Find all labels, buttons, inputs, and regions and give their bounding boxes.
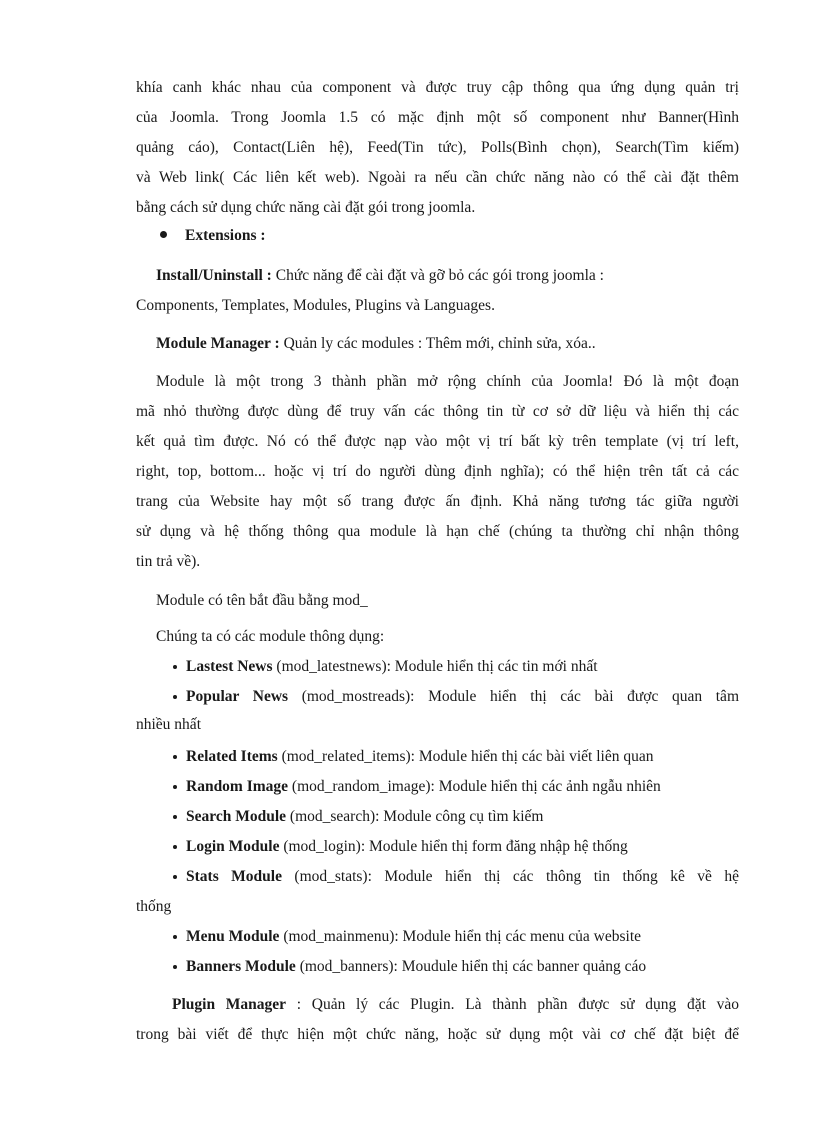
- para1-line-5: bằng cách sử dụng chức năng cài đặt gói trong joomla.: [136, 199, 476, 216]
- list-dot-icon: [173, 755, 177, 759]
- list-item-popular-news-cont: nhiều nhất: [136, 716, 201, 733]
- module-manager-label: Module Manager :: [156, 335, 280, 352]
- module-para-line-4: right, top, bottom... hoặc vị trí do người dùng định nghĩa); có thể hiện trên tất cả các: [136, 463, 739, 480]
- install-label: Install/Uninstall :: [156, 267, 272, 284]
- module-para-line-1: Module là một trong 3 thành phần mở rộng chính của Joomla! Đó là một đoạn: [156, 373, 739, 390]
- para1-line-2: của Joomla. Trong Joomla 1.5 có mặc định một số component như Banner(Hình: [136, 109, 739, 126]
- module-para-line-2: mã nhỏ thường được dùng để truy vấn các thông tin từ cơ sở dữ liệu và hiển thị các: [136, 403, 739, 420]
- install-line-2: Components, Templates, Modules, Plugins và Languages.: [136, 297, 495, 314]
- plugin-manager-line-2: trong bài viết để thực hiện một chức năng, hoặc sử dụng một vài cơ chế đặt biệt để: [136, 1026, 739, 1043]
- module-para-line-7: tin trả về).: [136, 553, 201, 570]
- list-dot-icon: [173, 965, 177, 969]
- list-item-stats-module: Stats Module (mod_stats): Module hiển thị các thông tin thống kê về hệ: [186, 868, 739, 885]
- list-dot-icon: [173, 665, 177, 669]
- list-item-related-items: Related Items (mod_related_items): Module hiển thị các bài viết liên quan: [186, 748, 654, 765]
- list-dot-icon: [173, 845, 177, 849]
- install-line-1: Install/Uninstall : Chức năng để cài đặt và gỡ bỏ các gói trong joomla :: [156, 267, 604, 284]
- list-item-stats-module-cont: thống: [136, 898, 172, 915]
- plugin-manager-line-1: Plugin Manager : Quản lý các Plugin. Là thành phần được sử dụng đặt vào: [172, 996, 739, 1013]
- para1-line-4: và Web link( Các liên kết web). Ngoài ra nếu cần chức năng nào có thể cài đặt thêm: [136, 169, 739, 186]
- plugin-manager-label: Plugin Manager: [172, 996, 287, 1013]
- extensions-heading: Extensions :: [185, 227, 266, 244]
- para1-line-3: quảng cáo), Contact(Liên hệ), Feed(Tin tức), Polls(Bình chọn), Search(Tìm kiếm): [136, 139, 739, 156]
- para1-line-1: khía canh khác nhau của component và được truy cập thông qua ứng dụng quản trị: [136, 79, 739, 96]
- list-item-popular-news: Popular News (mod_mostreads): Module hiển thị các bài được quan tâm: [186, 688, 739, 705]
- module-manager-line: Module Manager : Quản ly các modules : Thêm mới, chỉnh sửa, xóa..: [156, 335, 596, 352]
- module-para-line-6: sử dụng và hệ thống thông qua module là hạn chế (chúng ta thường chỉ nhận thông: [136, 523, 739, 540]
- common-intro-line: Chúng ta có các module thông dụng:: [156, 628, 385, 645]
- list-item-search-module: Search Module (mod_search): Module công cụ tìm kiếm: [186, 808, 544, 825]
- list-item-menu-module: Menu Module (mod_mainmenu): Module hiển thị các menu của website: [186, 928, 642, 945]
- list-dot-icon: [173, 695, 177, 699]
- list-dot-icon: [173, 815, 177, 819]
- list-item-random-image: Random Image (mod_random_image): Module hiển thị các ảnh ngẫu nhiên: [186, 778, 661, 795]
- module-prefix-line: Module có tên bắt đầu bằng mod_: [156, 592, 368, 609]
- list-dot-icon: [173, 875, 177, 879]
- list-dot-icon: [173, 785, 177, 789]
- list-item-login-module: Login Module (mod_login): Module hiển thị form đăng nhập hệ thống: [186, 838, 628, 855]
- module-para-line-3: kết quả tìm được. Nó có thể được nạp vào một vị trí bất kỳ trên template (vị trí left,: [136, 433, 739, 450]
- bullet-dot-icon: [160, 231, 167, 238]
- list-item-banners-module: Banners Module (mod_banners): Moudule hiển thị các banner quảng cáo: [186, 958, 647, 975]
- module-para-line-5: trang của Website hay một số trang được ấn định. Khả năng tương tác giữa người: [136, 493, 739, 510]
- list-dot-icon: [173, 935, 177, 939]
- list-item-latest-news: Lastest News (mod_latestnews): Module hiển thị các tin mới nhất: [186, 658, 598, 675]
